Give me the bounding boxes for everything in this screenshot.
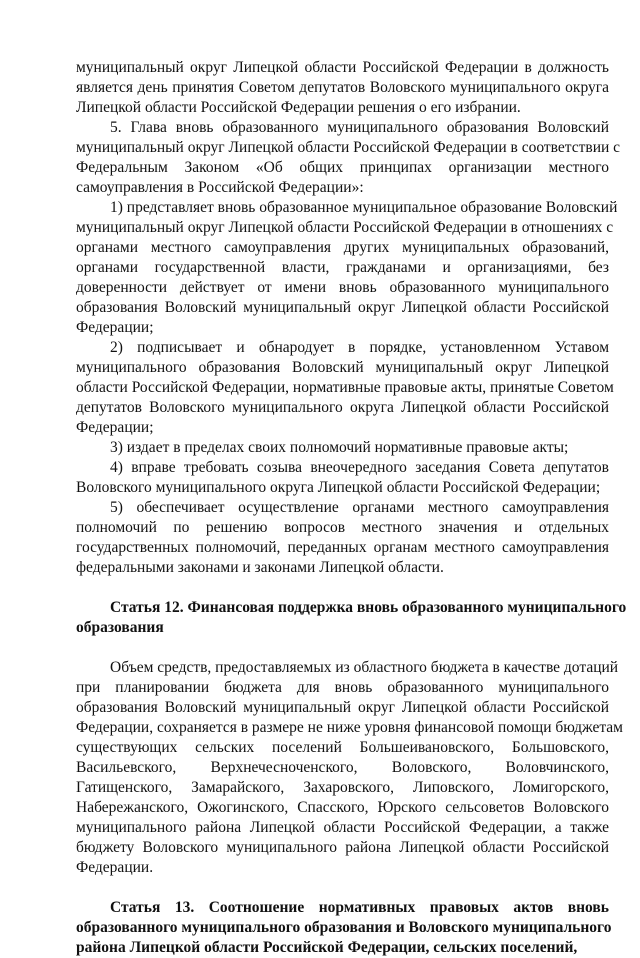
text-line: федеральными законами и законами Липецкой области. [76,559,444,576]
spacer [76,878,609,898]
text-line: муниципального района Липецкой области Российской Федерации, а также [76,819,609,836]
text-line: при планировании бюджета для вновь образованного муниципального [76,679,609,696]
paragraph [76,118,621,198]
text-line: Федерации. [76,859,154,876]
paragraph [76,438,609,458]
text-line: Федерации; [76,319,154,336]
text-line: муниципальный округ Липецкой области Российской Федерации в отношениях с [76,219,614,236]
paragraph [76,338,614,438]
text-line: является день принятия Советом депутатов Воловского муниципального округа [76,79,609,96]
paragraph [76,198,618,338]
text-line: 5) обеспечивает осуществление органами местного самоуправления [110,499,609,516]
paragraph [76,658,623,878]
text-line: Липецкой области Российской Федерации решения о его избрании. [76,99,521,116]
text-line: района Липецкой области Российской Федерации, сельских поселений, [76,939,578,956]
text-line: Объем средств, предоставляемых из областного бюджета в качестве дотаций [110,659,619,676]
text-line: органами местного самоуправления других муниципальных образований, [76,239,609,256]
text-line: области Российской Федерации, нормативные правовые акты, принятые Советом [76,379,614,396]
text-line: Статья 12. Финансовая поддержка вновь образованного муниципального [110,599,627,616]
text-line: образования Воловский муниципальный округ Липецкой области Российской [76,299,609,316]
text-line: 2) подписывает и обнародует в порядке, установленном Уставом [110,339,609,356]
text-line: 4) вправе требовать созыва внеочередного заседания Совета депутатов [110,459,609,476]
article-heading [76,898,612,958]
paragraph [76,58,609,118]
text-line: Воловского муниципального округа Липецкой области Российской Федерации; [76,479,601,496]
text-line: государственных полномочий, переданных органам местного самоуправления [76,539,609,556]
spacer [76,638,609,658]
text-line: Федерации, сохраняется в размере не ниже уровня финансовой помощи бюджетам [76,719,623,736]
text-line: 3) издает в пределах своих полномочий нормативные правовые акты; [110,439,569,456]
text-line: образования Воловский муниципальный округ Липецкой области Российской [76,699,609,716]
text-line: органами государственной власти, гражданами и организациями, без [76,259,609,276]
text-line: образования [76,619,164,636]
document-page [76,58,627,958]
paragraph [76,498,609,578]
text-line: 5. Глава вновь образованного муниципального образования Воловский [110,119,609,136]
text-line: самоуправления в Российской Федерации»: [76,179,364,196]
text-line: муниципальный округ Липецкой области Российской Федерации в соответствии с [76,139,621,156]
text-line: Статья 13. Соотношение нормативных правовых актов вновь [110,899,609,916]
text-line: Набережанского, Ожогинского, Спасского, Юрского сельсоветов Воловского [76,799,609,816]
text-line: 1) представляет вновь образованное муниципальное образование Воловский [110,199,618,216]
text-line: существующих сельских поселений Большеивановского, Большовского, [76,739,609,756]
text-line: Васильевского, Верхнечесноченского, Воловского, Воловчинского, [76,759,609,776]
text-line: депутатов Воловского муниципального округа Липецкой области Российской [76,399,609,416]
text-line: Гатищенского, Замарайского, Захаровского, Липовского, Ломигорского, [76,779,609,796]
text-line: бюджету Воловского муниципального района Липецкой области Российской [76,839,609,856]
text-line: муниципальный округ Липецкой области Российской Федерации в должность [76,59,609,76]
text-line: Федеральным Законом «Об общих принципах организации местного [76,159,609,176]
article-heading [76,598,627,638]
text-line: полномочий по решению вопросов местного значения и отдельных [76,519,609,536]
text-line: доверенности действует от имени вновь образованного муниципального [76,279,609,296]
spacer [76,578,609,598]
text-line: Федерации; [76,419,154,436]
paragraph [76,458,609,498]
text-line: муниципального образования Воловский муниципальный округ Липецкой [76,359,609,376]
text-line: образованного муниципального образования и Воловского муниципального [76,919,612,936]
